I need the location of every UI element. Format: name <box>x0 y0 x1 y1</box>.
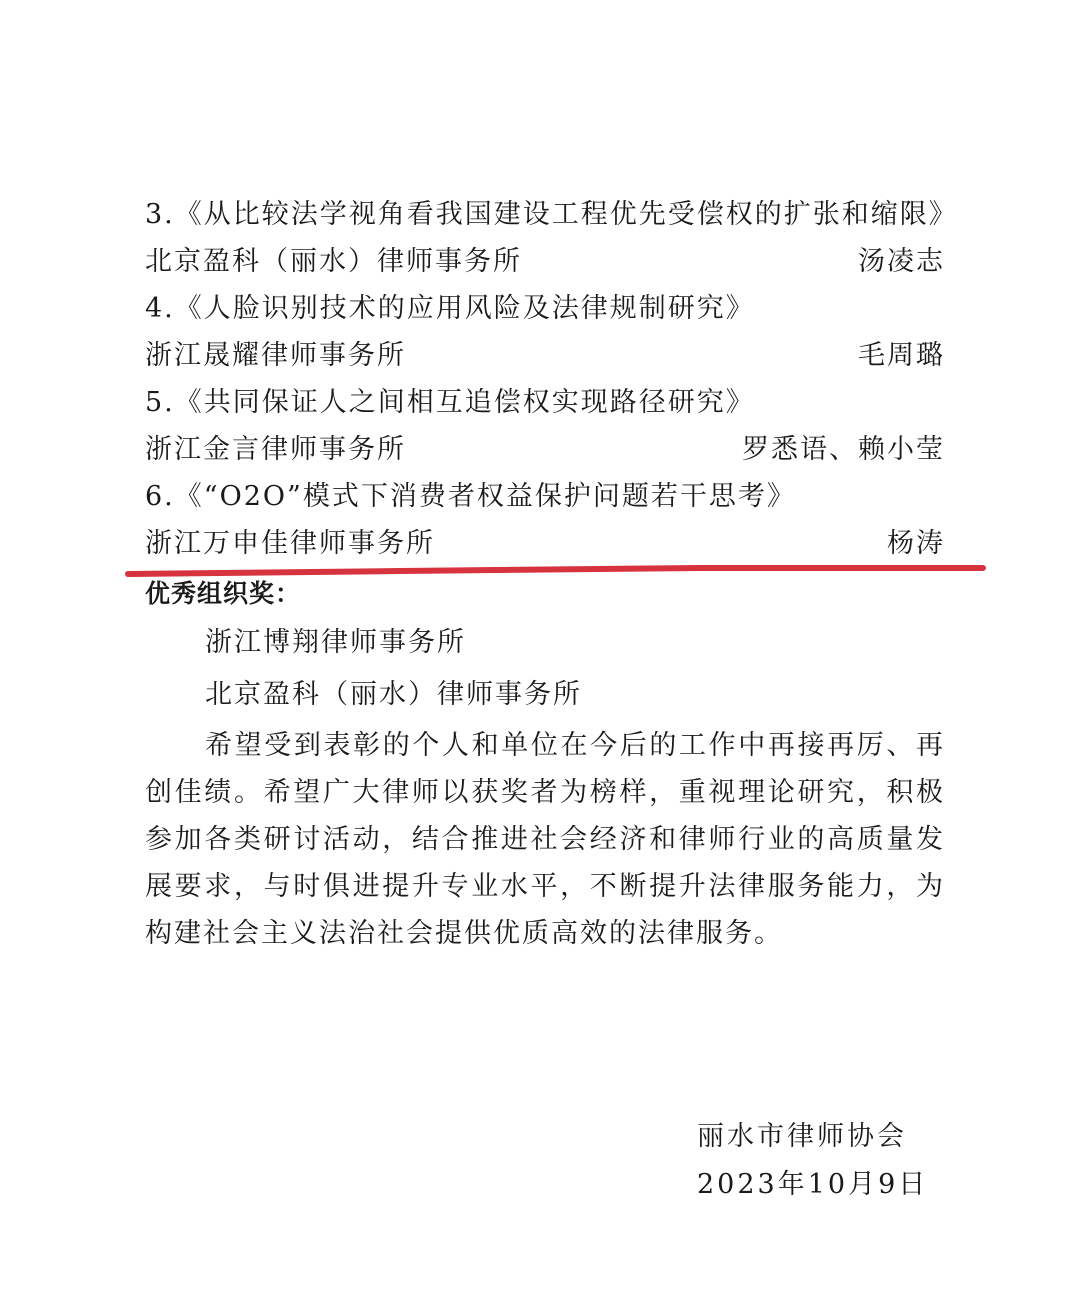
org-award-item: 北京盈科（丽水）律师事务所 <box>205 679 582 710</box>
signature-org: 丽水市律师协会 <box>697 1121 907 1152</box>
award-firm: 浙江晟耀律师事务所 <box>145 340 406 371</box>
org-award-heading: 优秀组织奖： <box>145 579 302 608</box>
award-firm: 浙江金言律师事务所 <box>145 434 406 465</box>
closing-paragraph: 希望受到表彰的个人和单位在今后的工作中再接再厉、再创佳绩。希望广大律师以获奖者为榜样，重视理论研究，积极参加各类研讨活动，结合推进社会经济和律师行业的高质量发展要求，与时俱进提升专业水平，不断提升法律服务能力，为构建社会主义法治社会提供优质高效的法律服务。 <box>145 730 945 949</box>
signature-date: 2023年10月9日 <box>697 1169 929 1200</box>
award-title: 4.《人脸识别技术的应用风险及法律规制研究》 <box>145 293 755 324</box>
award-author: 毛周璐 <box>858 340 945 371</box>
award-author: 汤凌志 <box>858 246 945 277</box>
org-award-item: 浙江博翔律师事务所 <box>205 627 466 658</box>
award-author: 杨涛 <box>887 528 945 559</box>
award-title: 3.《从比较法学视角看我国建设工程优先受偿权的扩张和缩限》 <box>145 199 958 230</box>
award-title: 6.《“O2O”模式下消费者权益保护问题若干思考》 <box>145 481 796 512</box>
award-firm: 北京盈科（丽水）律师事务所 <box>145 246 522 277</box>
award-firm: 浙江万申佳律师事务所 <box>145 528 435 559</box>
award-title: 5.《共同保证人之间相互追偿权实现路径研究》 <box>145 387 755 418</box>
award-author: 罗悉语、赖小莹 <box>742 434 945 465</box>
